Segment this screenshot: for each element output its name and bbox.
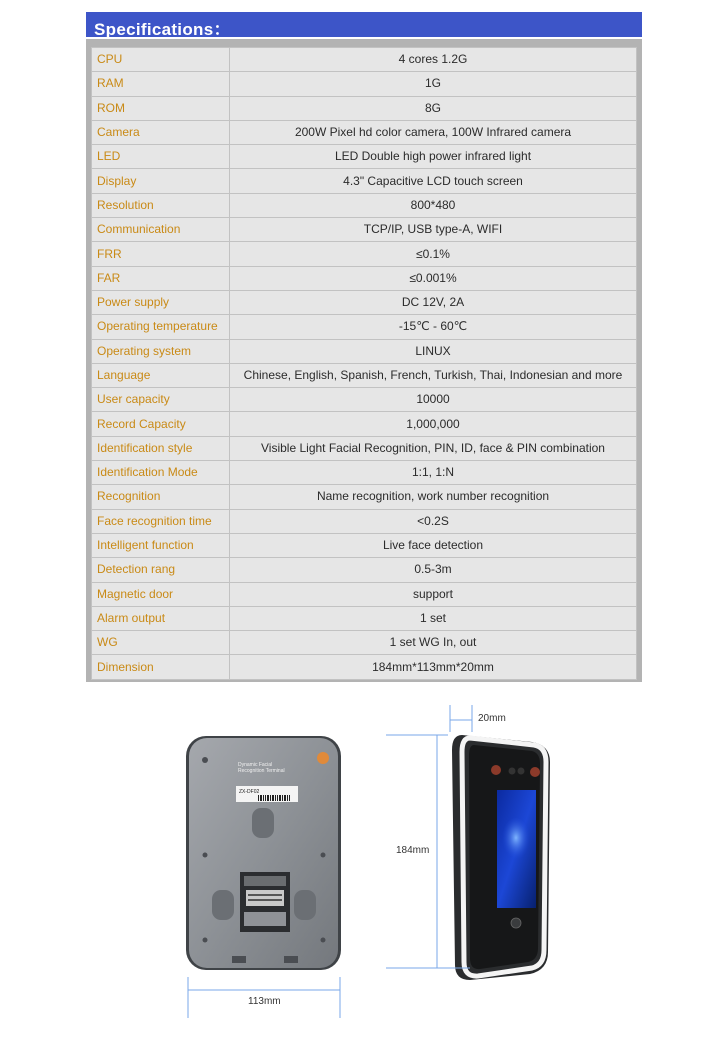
warning-sticker-icon bbox=[317, 752, 329, 764]
spec-value: TCP/IP, USB type-A, WIFI bbox=[230, 218, 637, 242]
spec-value: 200W Pixel hd color camera, 100W Infrared camera bbox=[230, 120, 637, 144]
connector-panel bbox=[240, 872, 290, 932]
screw-icon bbox=[321, 938, 326, 943]
home-button-icon bbox=[511, 918, 521, 928]
bottom-port-right bbox=[284, 956, 298, 963]
depth-dimension-label: 20mm bbox=[478, 713, 506, 724]
spec-value: 8G bbox=[230, 96, 637, 120]
face-scan-graphic bbox=[502, 818, 530, 862]
spec-value: ≤0.001% bbox=[230, 266, 637, 290]
spec-row bbox=[92, 631, 637, 655]
back-product-name-line1: Dynamic Facial bbox=[238, 762, 273, 768]
spec-label: Operating system bbox=[92, 339, 230, 363]
specifications-title: Specifications： bbox=[94, 20, 231, 39]
spec-label: LED bbox=[92, 145, 230, 169]
spec-label: Record Capacity bbox=[92, 412, 230, 436]
spec-label: Operating temperature bbox=[92, 315, 230, 339]
spec-value: -15℃ - 60℃ bbox=[230, 315, 637, 339]
camera-lens-icon bbox=[509, 768, 516, 775]
back-product-name-line2: Recognition Terminal bbox=[238, 768, 285, 774]
spec-row bbox=[92, 96, 637, 120]
spec-row bbox=[92, 558, 637, 582]
spec-row bbox=[92, 315, 637, 339]
spec-value: 4.3" Capacitive LCD touch screen bbox=[230, 169, 637, 193]
spec-value: 1G bbox=[230, 72, 637, 96]
spec-value: 800*480 bbox=[230, 193, 637, 217]
spec-label: Communication bbox=[92, 218, 230, 242]
spec-row bbox=[92, 655, 637, 679]
spec-row bbox=[92, 72, 637, 96]
spec-label: Intelligent function bbox=[92, 533, 230, 557]
camera-lens-icon bbox=[530, 767, 540, 777]
spec-label: Power supply bbox=[92, 290, 230, 314]
spec-value: support bbox=[230, 582, 637, 606]
spec-row bbox=[92, 242, 637, 266]
back-model-number: ZX-DF02 bbox=[239, 789, 260, 795]
spec-row bbox=[92, 193, 637, 217]
spec-label: FAR bbox=[92, 266, 230, 290]
width-dimension bbox=[188, 977, 340, 1018]
spec-label: Identification style bbox=[92, 436, 230, 460]
spec-row bbox=[92, 485, 637, 509]
specifications-panel bbox=[86, 12, 642, 682]
spec-value: 1 set WG In, out bbox=[230, 631, 637, 655]
spec-row bbox=[92, 290, 637, 314]
mount-hole-left bbox=[212, 890, 234, 920]
spec-label: Magnetic door bbox=[92, 582, 230, 606]
device-illustration bbox=[0, 690, 720, 1040]
spec-label: Resolution bbox=[92, 193, 230, 217]
spec-row bbox=[92, 461, 637, 485]
spec-label: ROM bbox=[92, 96, 230, 120]
spec-label: Display bbox=[92, 169, 230, 193]
spec-label: WG bbox=[92, 631, 230, 655]
screw-icon bbox=[202, 757, 208, 763]
spec-row bbox=[92, 436, 637, 460]
spec-value: LED Double high power infrared light bbox=[230, 145, 637, 169]
mount-hole-top bbox=[252, 808, 274, 838]
spec-row bbox=[92, 120, 637, 144]
spec-label: User capacity bbox=[92, 388, 230, 412]
spec-value: 184mm*113mm*20mm bbox=[230, 655, 637, 679]
spec-row bbox=[92, 363, 637, 387]
spec-row bbox=[92, 582, 637, 606]
camera-lens-icon bbox=[491, 765, 501, 775]
specifications-table bbox=[91, 47, 637, 680]
spec-value: 1 set bbox=[230, 606, 637, 630]
spec-label: Alarm output bbox=[92, 606, 230, 630]
spec-value: 1:1, 1:N bbox=[230, 461, 637, 485]
device-back bbox=[186, 736, 341, 970]
spec-value: Visible Light Facial Recognition, PIN, ID, face & PIN combination bbox=[230, 436, 637, 460]
width-dimension-label: 113mm bbox=[248, 996, 281, 1007]
bottom-port-left bbox=[232, 956, 246, 963]
spec-row bbox=[92, 509, 637, 533]
screw-icon bbox=[321, 853, 326, 858]
spec-value: DC 12V, 2A bbox=[230, 290, 637, 314]
spec-label: Detection rang bbox=[92, 558, 230, 582]
spec-row bbox=[92, 145, 637, 169]
spec-label: FRR bbox=[92, 242, 230, 266]
spec-label: Face recognition time bbox=[92, 509, 230, 533]
spec-row bbox=[92, 48, 637, 72]
spec-value: 1,000,000 bbox=[230, 412, 637, 436]
spec-value: Chinese, English, Spanish, French, Turkish, Thai, Indonesian and more bbox=[230, 363, 637, 387]
spec-row bbox=[92, 339, 637, 363]
spec-row bbox=[92, 218, 637, 242]
spec-value: LINUX bbox=[230, 339, 637, 363]
depth-dimension bbox=[450, 705, 506, 732]
spec-label: CPU bbox=[92, 48, 230, 72]
screw-icon bbox=[203, 938, 208, 943]
specifications-header bbox=[86, 12, 642, 39]
spec-value: 10000 bbox=[230, 388, 637, 412]
spec-label: Camera bbox=[92, 120, 230, 144]
spec-value: <0.2S bbox=[230, 509, 637, 533]
spec-row bbox=[92, 266, 637, 290]
spec-row bbox=[92, 412, 637, 436]
screw-icon bbox=[203, 853, 208, 858]
height-dimension-label: 184mm bbox=[396, 845, 430, 856]
camera-lens-icon bbox=[518, 768, 525, 775]
device-front bbox=[452, 735, 550, 980]
mount-hole-right bbox=[294, 890, 316, 920]
spec-row bbox=[92, 533, 637, 557]
spec-row bbox=[92, 388, 637, 412]
spec-value: Live face detection bbox=[230, 533, 637, 557]
spec-value: 0.5-3m bbox=[230, 558, 637, 582]
spec-value: 4 cores 1.2G bbox=[230, 48, 637, 72]
spec-label: RAM bbox=[92, 72, 230, 96]
spec-value: ≤0.1% bbox=[230, 242, 637, 266]
spec-label: Language bbox=[92, 363, 230, 387]
spec-label: Recognition bbox=[92, 485, 230, 509]
spec-value: Name recognition, work number recognition bbox=[230, 485, 637, 509]
spec-row bbox=[92, 606, 637, 630]
spec-row bbox=[92, 169, 637, 193]
spec-label: Dimension bbox=[92, 655, 230, 679]
spec-label: Identification Mode bbox=[92, 461, 230, 485]
